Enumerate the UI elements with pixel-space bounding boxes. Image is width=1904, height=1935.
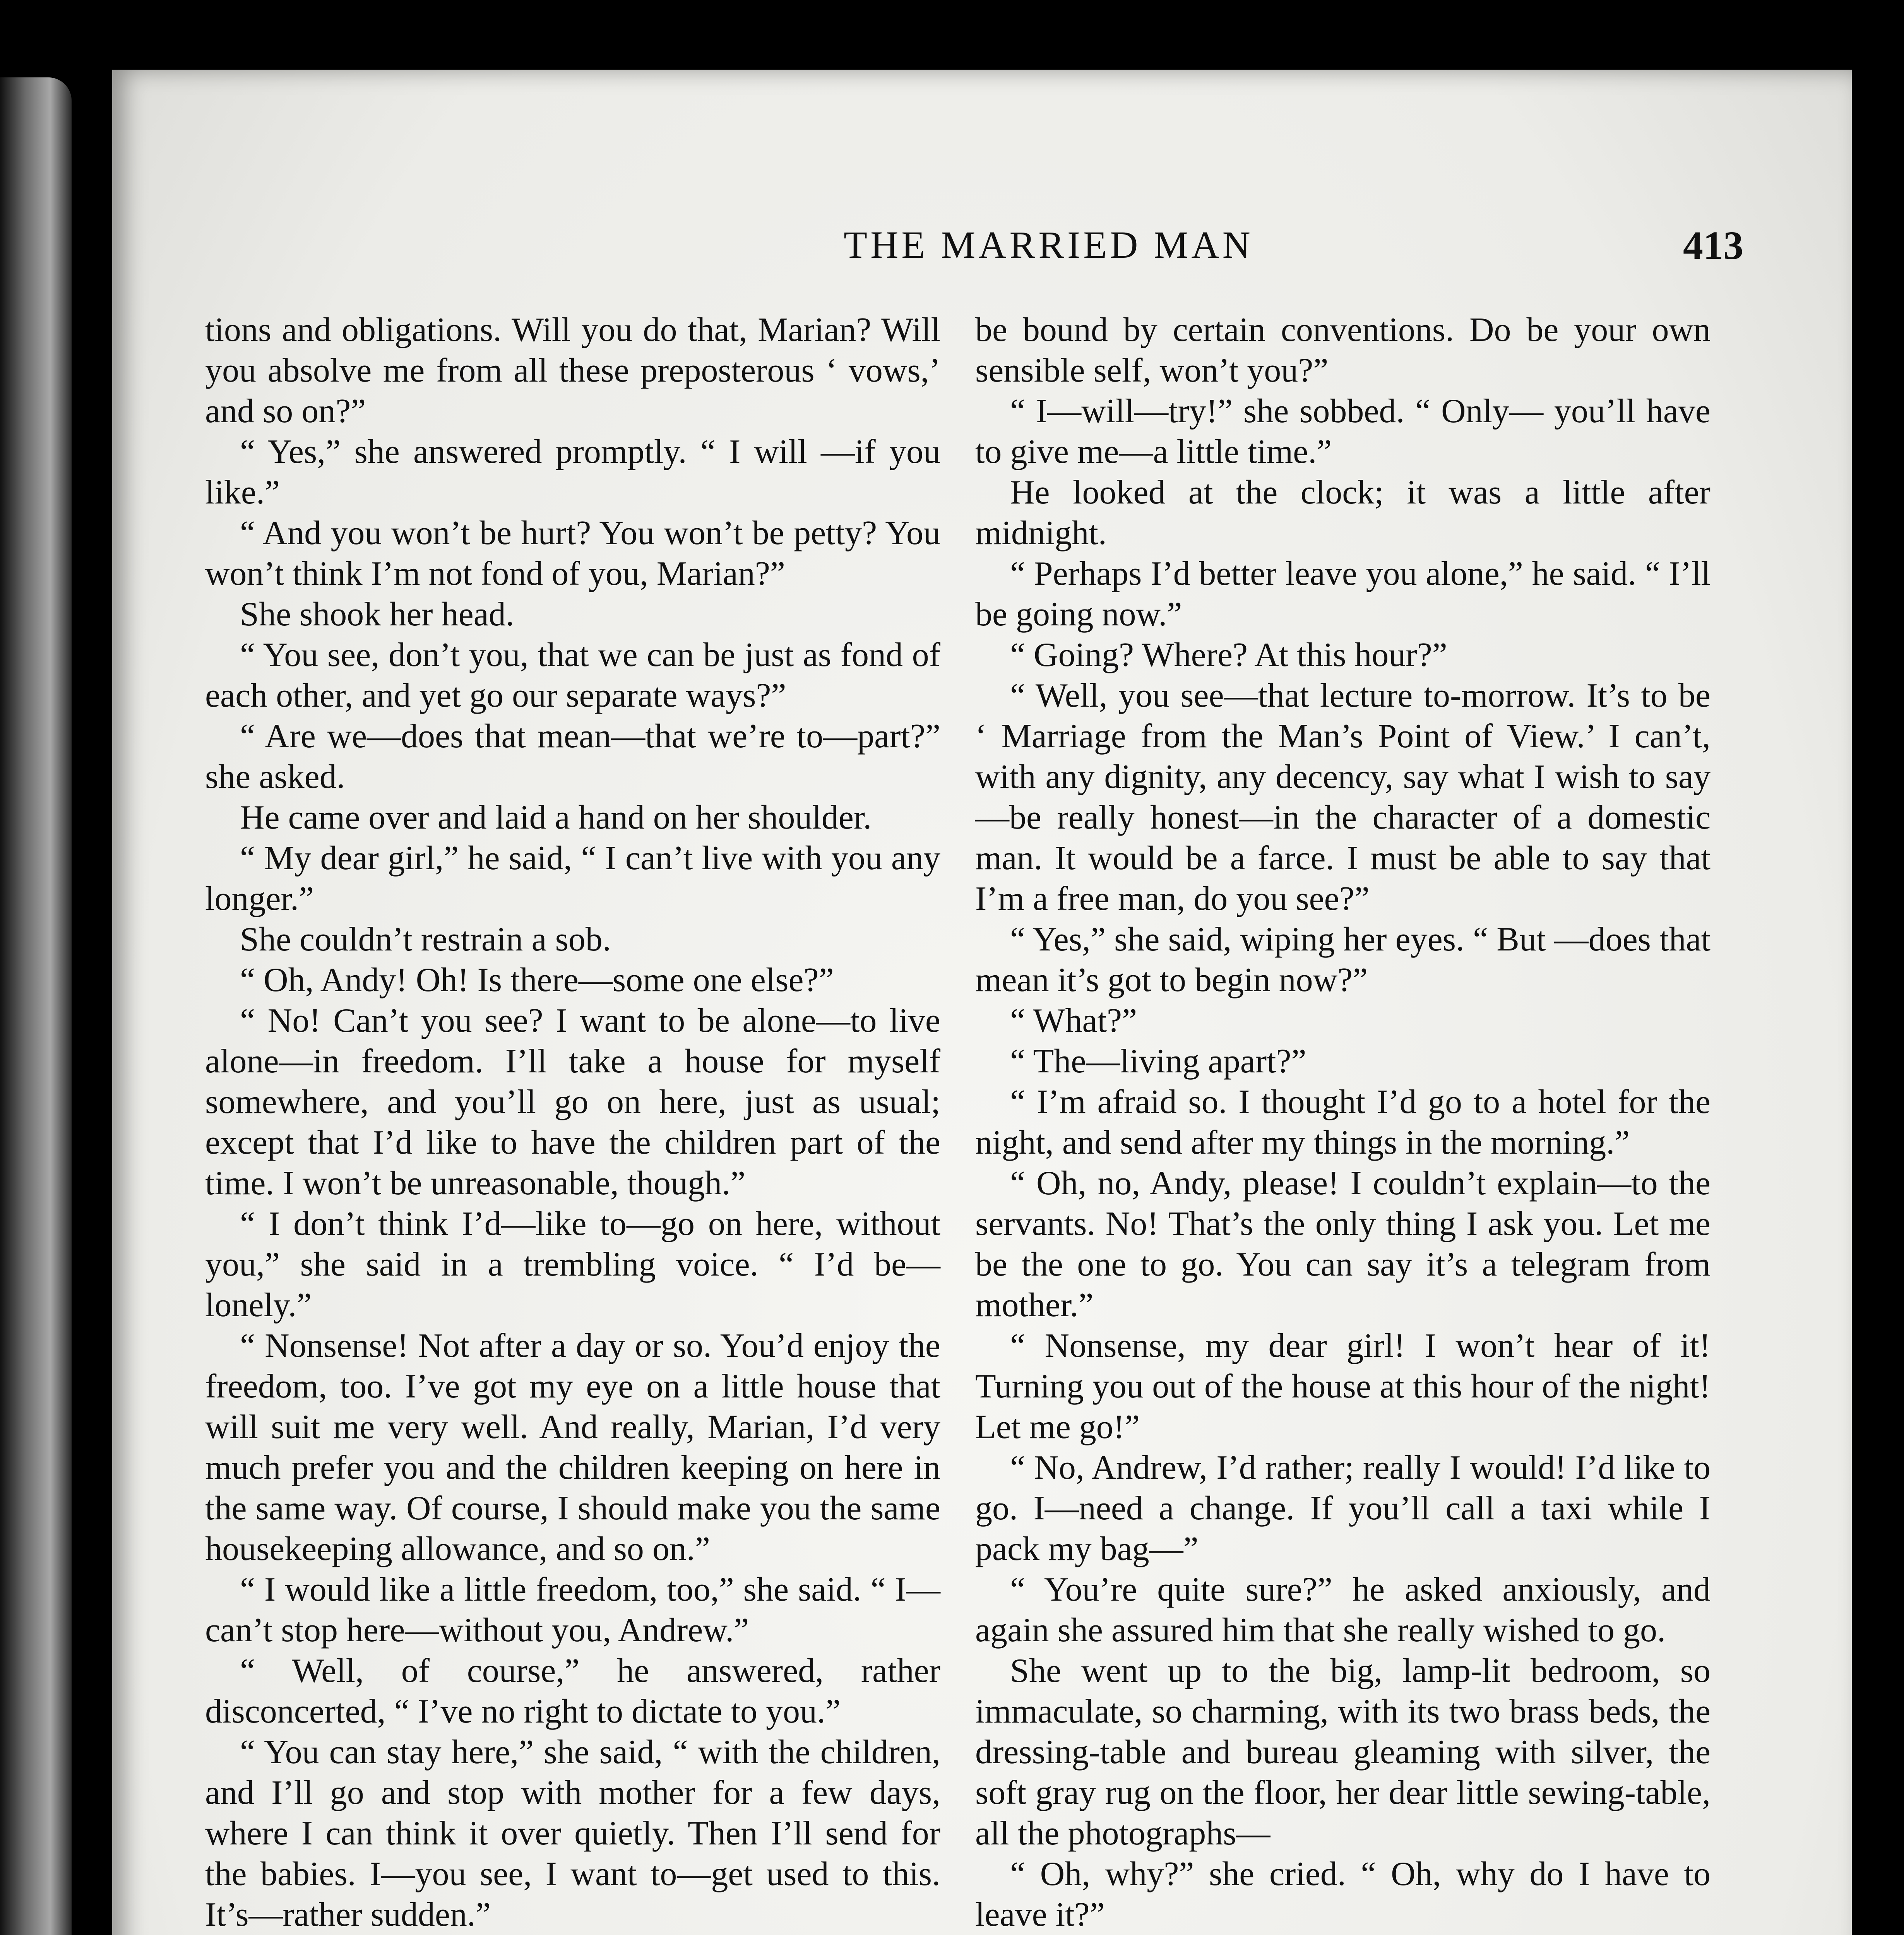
paragraph: “ No, Andrew, I’d rather; really I would! I’d like to go. I—need a change. If you’ll call a taxi while I pack my bag—” <box>975 1449 1711 1568</box>
page-header <box>112 223 1852 281</box>
paragraph: “ I—will—try!” she sobbed. “ Only— you’ll have to give me—a little time.” <box>975 392 1711 471</box>
facing-page-edge <box>0 77 72 1935</box>
right-column <box>975 310 1711 1935</box>
paragraph: “ My dear girl,” he said, “ I can’t live with you any longer.” <box>205 839 940 918</box>
paragraph: “ Nonsense, my dear girl! I won’t hear of it! Turning you out of the house at this hour of the night! Let me go!” <box>975 1327 1711 1446</box>
paragraph: “ The—living apart?” <box>1010 1043 1306 1080</box>
page-number: 413 <box>1683 223 1743 268</box>
paragraph: “ No! Can’t you see? I want to be alone—to live alone—in freedom. I’ll take a house for myself somewhere, and you’ll go on here, just as usual; except that I’d like to have the children part of the time. I won’t be unreasonable, though.” <box>205 1002 940 1202</box>
paragraph: be bound by certain conventions. Do be your own sensible self, won’t you?” <box>975 311 1711 389</box>
paragraph: “ You can stay here,” she said, “ with the children, and I’ll go and stop with mother for a few days, where I can think it over quietly. Then I’ll send for the babies. I—you see, I want to—get used to this. It’s—rather sudden.” <box>205 1733 940 1933</box>
paragraph: She couldn’t restrain a sob. <box>240 921 611 958</box>
paragraph: He came over and laid a hand on her shoulder. <box>240 799 872 836</box>
paragraph: “ Yes,” she answered promptly. “ I will —if you like.” <box>205 433 940 511</box>
paragraph: She went up to the big, lamp-lit bedroom, so immaculate, so charming, with its two brass beds, the dressing-table and bureau gleaming with silver, the soft gray rug on the floor, her dear little sewing-table, all the photographs— <box>975 1652 1711 1852</box>
paragraph: “ You’re quite sure?” he asked anxiously, and again she assured him that she really wished to go. <box>975 1571 1711 1649</box>
paragraph: “ I would like a little freedom, too,” she said. “ I—can’t stop here—without you, Andrew.” <box>205 1571 940 1649</box>
paragraph: “ Oh, no, Andy, please! I couldn’t explain—to the servants. No! That’s the only thing I ask you. Let me be the one to go. You can say it’s a telegram from mother.” <box>975 1164 1711 1324</box>
paragraph: “ I don’t think I’d—like to—go on here, without you,” she said in a trembling voice. “ I’d be—lonely.” <box>205 1205 940 1324</box>
paragraph: “ Oh, why?” she cried. “ Oh, why do I have to leave it?” <box>975 1855 1711 1933</box>
paragraph: “ Perhaps I’d better leave you alone,” he said. “ I’ll be going now.” <box>975 555 1711 633</box>
paragraph: “ You see, don’t you, that we can be just as fond of each other, and yet go our separate ways?” <box>205 636 940 714</box>
book-page <box>112 70 1852 1935</box>
running-title: THE MARRIED MAN <box>844 223 1253 266</box>
paragraph: “ I’m afraid so. I thought I’d go to a hotel for the night, and send after my things in the morning.” <box>975 1083 1711 1161</box>
paragraph: “ What?” <box>1010 1002 1137 1039</box>
paragraph: tions and obligations. Will you do that, Marian? Will you absolve me from all these preposterous ‘ vows,’ and so on?” <box>205 311 940 430</box>
paragraph: She shook her head. <box>240 596 514 633</box>
paragraph: “ Are we—does that mean—that we’re to—part?” she asked. <box>205 717 940 796</box>
paragraph: “ Nonsense! Not after a day or so. You’d enjoy the freedom, too. I’ve got my eye on a little house that will suit me very well. And really, Marian, I’d very much prefer you and the children keeping on here in the same way. Of course, I should make you the same housekeeping allowance, and so on.” <box>205 1327 940 1568</box>
paragraph: “ Going? Where? At this hour?” <box>1010 636 1447 674</box>
paragraph: “ Well, of course,” he answered, rather disconcerted, “ I’ve no right to dictate to you.” <box>205 1652 940 1730</box>
paragraph: He looked at the clock; it was a little after midnight. <box>975 474 1711 552</box>
paragraph: “ Yes,” she said, wiping her eyes. “ But —does that mean it’s got to begin now?” <box>975 921 1711 999</box>
paragraph: “ And you won’t be hurt? You won’t be petty? You won’t think I’m not fond of you, Marian?” <box>205 514 940 592</box>
left-column <box>205 310 940 1935</box>
paragraph: “ Well, you see—that lecture to-morrow. It’s to be ‘ Marriage from the Man’s Point of View.’ I can’t, with any dignity, any decency, say what I wish to say—be really honest—in the character of a domestic man. It would be a farce. I must be able to say that I’m a free man, do you see?” <box>975 677 1711 918</box>
paragraph: “ Oh, Andy! Oh! Is there—some one else?” <box>240 961 834 999</box>
